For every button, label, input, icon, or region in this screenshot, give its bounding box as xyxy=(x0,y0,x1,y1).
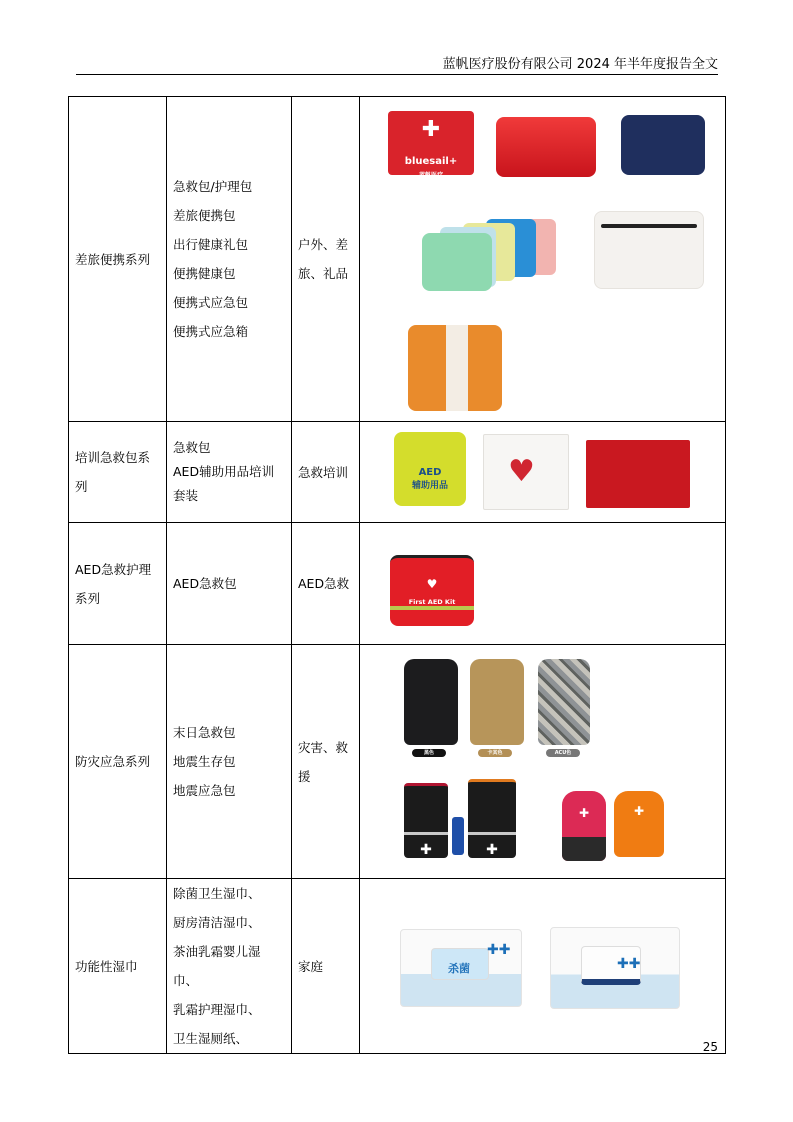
item: 地震应急包 xyxy=(173,783,236,798)
table-row xyxy=(69,645,726,879)
medical-cross-icon: ✚ xyxy=(420,842,432,858)
navy-travel-pouch-image xyxy=(621,115,705,175)
item: 便携式应急箱 xyxy=(173,324,249,339)
medical-cross-icon: ✚ xyxy=(578,806,590,820)
table-row xyxy=(69,422,726,523)
product-images-cell xyxy=(360,523,726,645)
black-red-backpack-image xyxy=(404,783,448,858)
medical-cross-icon: ✚ xyxy=(633,804,645,818)
water-bottle-image xyxy=(452,817,464,855)
scene-cell: 户外、差旅、礼品 xyxy=(292,97,360,422)
series-cell: 防灾应急系列 xyxy=(69,645,167,879)
multicolor-pouches-image xyxy=(378,215,558,287)
items-cell: AED急救包 xyxy=(167,523,292,645)
sterilizing-wet-wipes-image: 杀菌 ✚✚ xyxy=(400,929,522,1007)
item: 除菌卫生湿巾、 xyxy=(173,886,261,901)
smile-cross-icon: ✚✚ xyxy=(617,955,641,972)
items-cell xyxy=(167,645,292,879)
orange-mini-suitcase-image xyxy=(408,325,502,411)
items-cell xyxy=(167,879,292,1054)
scene-cell: 家庭 xyxy=(292,879,360,1054)
series-cell: 功能性湿巾 xyxy=(69,879,167,1054)
red-first-aid-pouch-image: ✚ bluesail+ 蓝帆医疗 xyxy=(388,111,474,175)
medical-cross-icon: ✚ xyxy=(486,842,498,858)
scene-cell: 灾害、救援 xyxy=(292,645,360,879)
heart-icon: ♥ xyxy=(426,577,438,591)
white-zip-pouch-image xyxy=(594,211,704,289)
red-hardshell-case-image xyxy=(496,117,596,177)
black-tactical-backpack-image xyxy=(404,659,458,745)
item: 急救包/护理包 xyxy=(173,179,253,194)
product-series-table xyxy=(68,96,726,1054)
aed-auxiliary-supplies-pack-image: AED 辅助用品 xyxy=(394,432,466,506)
header-divider xyxy=(76,74,718,75)
scene-cell: AED急救 xyxy=(292,523,360,645)
orange-backpack-image xyxy=(614,791,664,857)
item: 厨房清洁湿巾、 xyxy=(173,915,261,930)
product-images-cell xyxy=(360,879,726,1054)
pink-backpack-image xyxy=(562,791,606,861)
page-number: 25 xyxy=(702,1040,718,1054)
heart-icon: ♥ xyxy=(508,454,535,489)
series-cell: 培训急救包系列 xyxy=(69,422,167,523)
series-cell: AED急救护理系列 xyxy=(69,523,167,645)
item: 末日急救包 xyxy=(173,725,236,740)
item: 乳霜护理湿巾、 xyxy=(173,1002,261,1017)
series-cell: 差旅便携系列 xyxy=(69,97,167,422)
item: 便携式应急包 xyxy=(173,295,249,310)
items-cell xyxy=(167,97,292,422)
items-cell xyxy=(167,422,292,523)
acu-tactical-backpack-image xyxy=(538,659,590,745)
item: 地震生存包 xyxy=(173,754,236,769)
report-header-title: 蓝帆医疗股份有限公司 2024 年半年度报告全文 xyxy=(442,57,718,72)
item: 出行健康礼包 xyxy=(173,237,249,252)
item: 卫生湿厕纸、 xyxy=(173,1031,249,1046)
product-images-cell xyxy=(360,422,726,523)
table-row xyxy=(69,879,726,1054)
item: 急救包 xyxy=(173,440,211,455)
item: 差旅便携包 xyxy=(173,208,236,223)
training-kit-box-image xyxy=(483,434,569,510)
scene-cell: 急救培训 xyxy=(292,422,360,523)
kitchen-cleaning-wipes-image xyxy=(550,927,680,1009)
item: AED辅助用品培训套装 xyxy=(173,464,275,503)
item: 茶油乳霜婴儿湿巾、 xyxy=(173,944,261,988)
khaki-tactical-backpack-image xyxy=(470,659,524,745)
table-row xyxy=(69,97,726,422)
red-zip-pouch-image xyxy=(586,440,690,508)
item: 便携健康包 xyxy=(173,266,236,281)
product-images-cell: 黑色 卡其色 ACU色 ✚ ✚ ✚ ✚ xyxy=(360,645,726,879)
first-aed-kit-bag-image: ♥ First AED Kit xyxy=(390,555,474,626)
product-images-cell xyxy=(360,97,726,422)
black-orange-backpack-image xyxy=(468,779,516,858)
table-row xyxy=(69,523,726,645)
medical-cross-icon: ✚ xyxy=(421,117,441,142)
smile-cross-icon: ✚✚ xyxy=(487,941,511,958)
